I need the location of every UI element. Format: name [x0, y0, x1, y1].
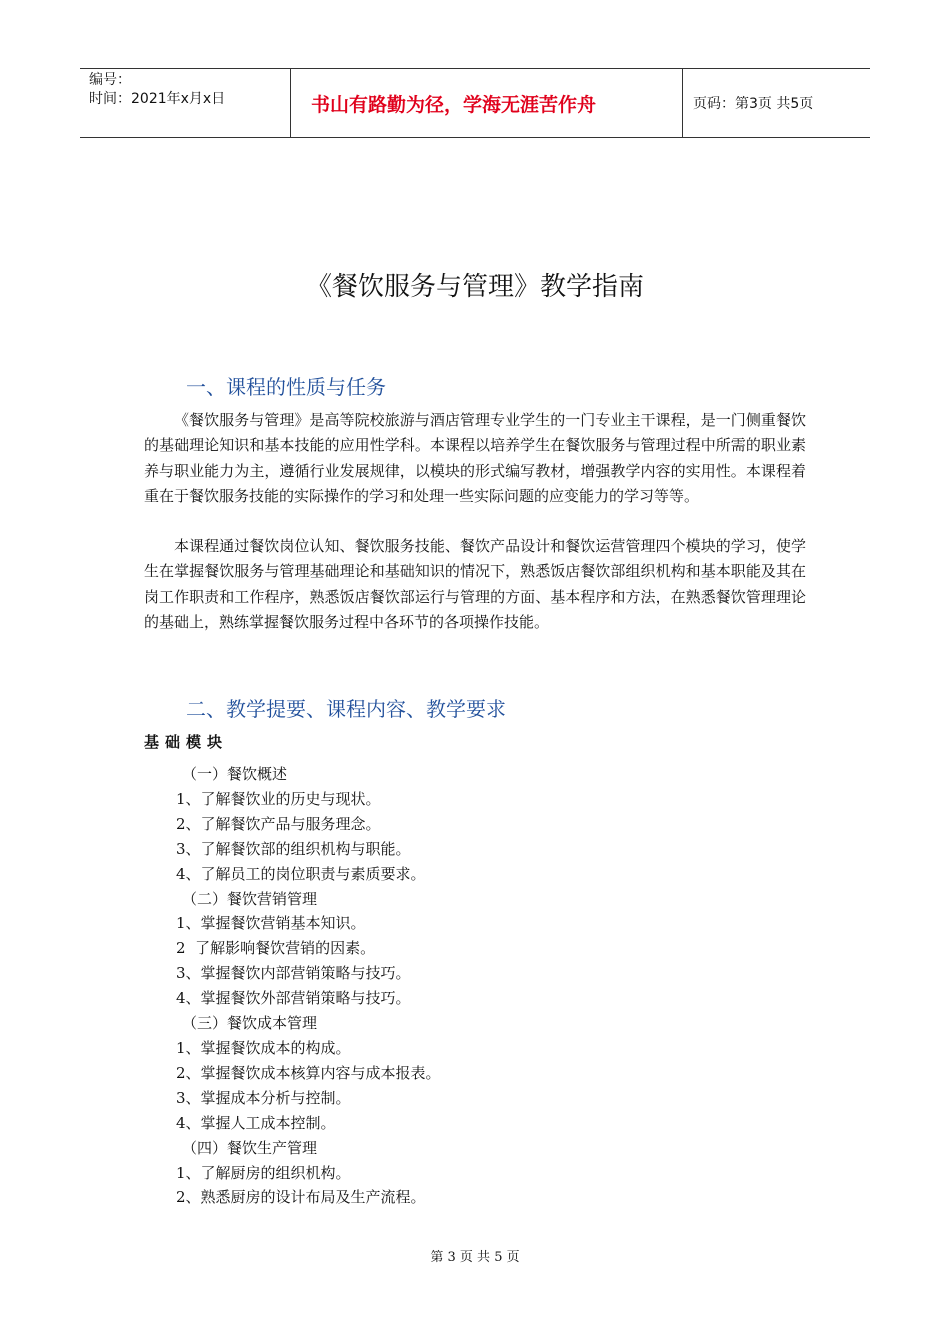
header-motto: 书山有路勤为径，学海无涯苦作舟 — [291, 69, 683, 137]
page-footer: 第 3 页 共 5 页 — [430, 1250, 520, 1265]
list-item: （三）餐饮成本管理 — [182, 1014, 318, 1033]
section-heading-1: 一、课程的性质与任务 — [186, 375, 386, 399]
list-item: 3、了解餐饮部的组织机构与职能。 — [176, 839, 411, 858]
list-item: 4、掌握餐饮外部营销策略与技巧。 — [176, 989, 411, 1008]
list-item: 3、掌握餐饮内部营销策略与技巧。 — [176, 964, 411, 983]
list-item: 2、熟悉厨房的设计布局及生产流程。 — [176, 1188, 426, 1207]
list-item: 2、了解餐饮产品与服务理念。 — [176, 814, 381, 833]
list-item: 3、掌握成本分析与控制。 — [176, 1088, 351, 1107]
requirements-list — [176, 762, 441, 1210]
paragraph-2: 本课程通过餐饮岗位认知、餐饮服务技能、餐饮产品设计和餐饮运营管理四个模块的学习，使学生在掌握餐饮服务与管理基础理论和基础知识的情况下，熟悉饭店餐饮部组织机构和基本职能及其在岗工作职责和工作程序，熟悉饭店餐饮部运行与管理的方面、基本程序和方法，在熟悉餐饮管理理论的基础上，熟练掌握餐饮服务过程中各环节的各项操作技能。 — [144, 537, 806, 632]
list-item: （一）餐饮概述 — [182, 765, 288, 783]
section-heading-2: 二、教学提要、课程内容、教学要求 — [186, 697, 506, 721]
list-item: 1、掌握餐饮营销基本知识。 — [176, 914, 366, 933]
document-number-label: 编号： — [89, 72, 131, 88]
module-label: 基础模块 — [144, 733, 229, 751]
list-item: 4、掌握人工成本控制。 — [176, 1113, 336, 1132]
list-item: 1、了解餐饮业的历史与现状。 — [176, 789, 381, 808]
document-time-label: 时间：2021年x月x日 — [89, 91, 226, 107]
list-item: 2 了解影响餐饮营销的因素。 — [176, 939, 376, 958]
header-page-info: 页码：第3页 共5页 — [693, 96, 814, 112]
list-item: 4、了解员工的岗位职责与素质要求。 — [176, 864, 426, 883]
header-info-cell — [80, 69, 291, 137]
document-title: 《餐饮服务与管理》教学指南 — [305, 272, 644, 302]
list-item: （二）餐饮营销管理 — [182, 889, 318, 908]
page-header — [80, 68, 870, 138]
list-item: （四）餐饮生产管理 — [182, 1138, 318, 1157]
paragraph-1: 《餐饮服务与管理》是高等院校旅游与酒店管理专业学生的一门专业主干课程，是一门侧重餐饮的基础理论知识和基本技能的应用性学科。本课程以培养学生在餐饮服务与管理过程中所需的职业素养与职业能力为主，遵循行业发展规律，以模块的形式编写教材，增强教学内容的实用性。本课程着重在于餐饮服务技能的实际操作的学习和处理一些实际问题的应变能力的学习等等。 — [144, 411, 806, 506]
list-item: 1、掌握餐饮成本的构成。 — [176, 1038, 351, 1057]
list-item: 2、掌握餐饮成本核算内容与成本报表。 — [176, 1063, 441, 1082]
list-item: 1、了解厨房的组织机构。 — [176, 1163, 351, 1182]
